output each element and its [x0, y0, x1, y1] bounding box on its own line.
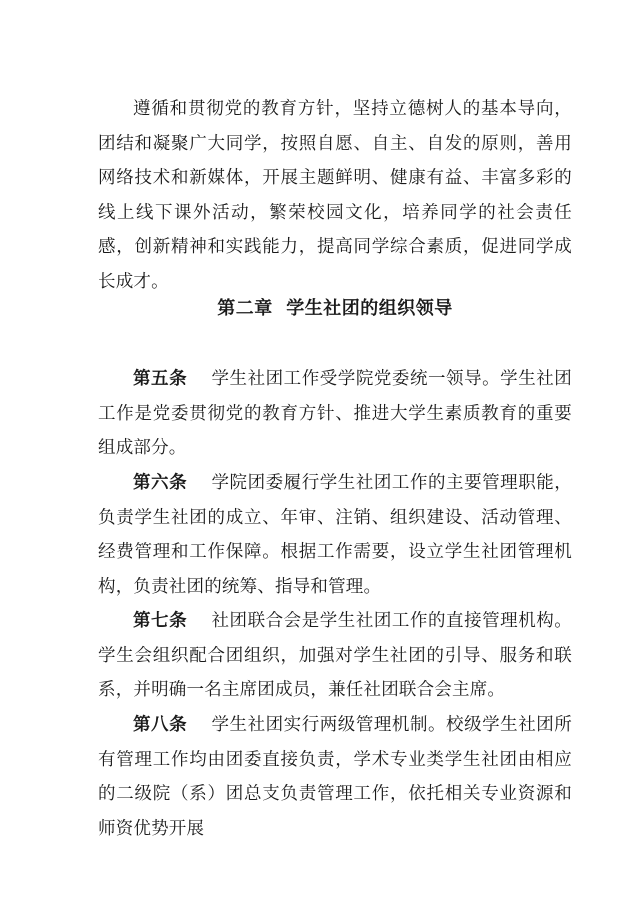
- article-label: 第五条: [133, 369, 188, 389]
- chapter-title: 学生社团的组织领导: [286, 298, 453, 319]
- article-8: [98, 708, 572, 846]
- article-text: 学生社团工作受学院党委统一领导。学生社团工作是党委贯彻党的教育方针、推进大学生素质教育的重要组成部分。: [98, 369, 573, 459]
- chapter-heading: [98, 292, 572, 326]
- article-text: 学生社团实行两级管理机制。校级学生社团所有管理工作均由团委直接负责，学术专业类学生社团由相应的二级院（系）团总支负责管理工作，依托相关专业资源和师资优势开展: [98, 715, 573, 839]
- article-text: 学院团委履行学生社团工作的主要管理职能，负责学生社团的成立、年审、注销、组织建设、活动管理、经费管理和工作保障。根据工作需要，设立学生社团管理机构，负责社团的统筹、指导和管理。: [98, 473, 573, 597]
- article-6: [98, 466, 572, 604]
- chapter-number: 第二章: [217, 298, 273, 319]
- intro-paragraph: [98, 92, 572, 300]
- article-5: [98, 362, 572, 466]
- article-7: [98, 604, 572, 708]
- article-label: 第八条: [133, 715, 188, 735]
- article-label: 第七条: [133, 611, 188, 631]
- intro-text: 遵循和贯彻党的教育方针，坚持立德树人的基本导向，团结和凝聚广大同学，按照自愿、自主、自发的原则，善用网络技术和新媒体，开展主题鲜明、健康有益、丰富多彩的线上线下课外活动，繁荣校园文化，培养同学的社会责任感，创新精神和实践能力，提高同学综合素质，促进同学成长成才。: [98, 99, 572, 292]
- article-label: 第六条: [133, 473, 188, 493]
- article-text: 社团联合会是学生社团工作的直接管理机构。学生会组织配合团组织，加强对学生社团的引导、服务和联系，并明确一名主席团成员，兼任社团联合会主席。: [98, 611, 573, 701]
